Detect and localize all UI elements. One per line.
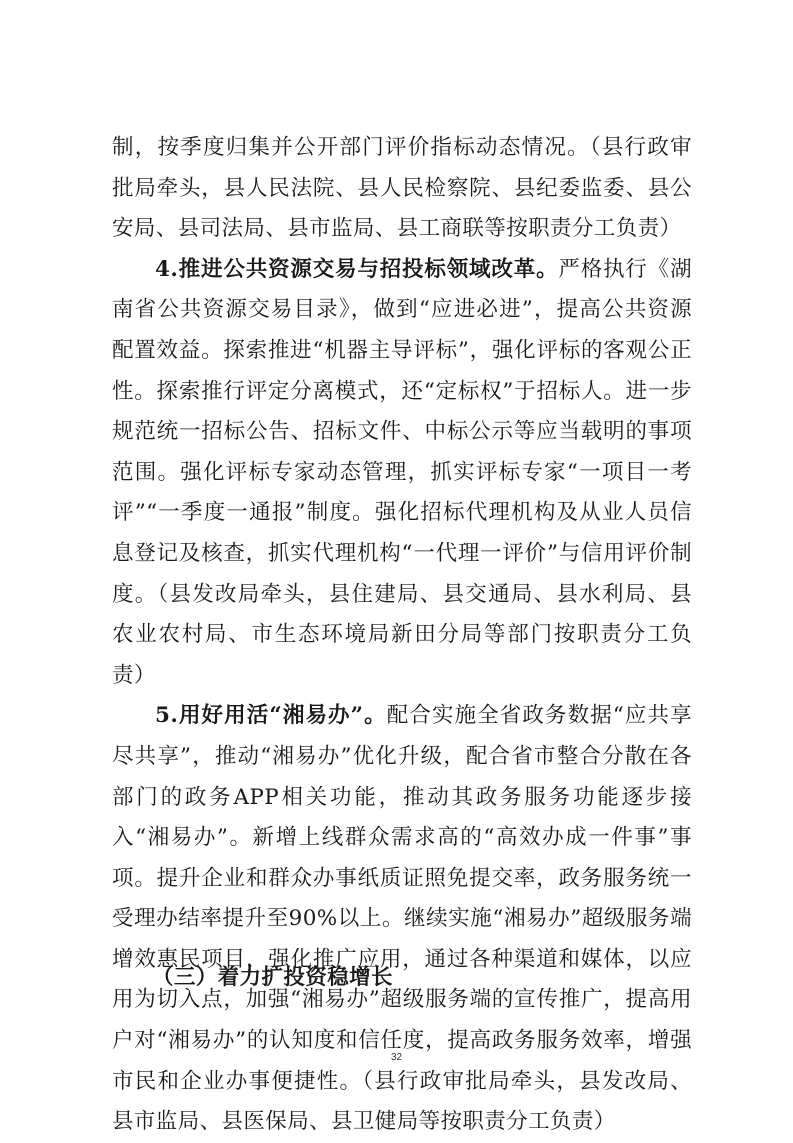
section-heading: （三）着力扩投资稳增长 [152, 965, 393, 990]
page-number: 32 [390, 1052, 403, 1063]
item-4-body: 严格执行《湖南省公共资源交易目录》，做到“应进必进”，提高公共资源配置效益。探索推进“机器主导评标”，强化评标的客观公正性。探索推行评定分离模式，还“定标权”于招标人。进一步规范统一招标公告、招标文件、中标公示等应当载明的事项范围。强化评标专家动态管理，抓实评标专家“一项目一考评”“一季度一通报”制度。强化招标代理机构及从业人员信息登记及核查，抓实代理机构“一代理一评价”与信用评价制度。（县发改局牵头，县住建局、县交通局、县水利局、县农业农村局、市生态环境局新田分局等部门按职责分工负责） [112, 256, 693, 688]
paragraph-item-5 [112, 696, 692, 1143]
item-5-heading: 5.用好用活“湘易办”。 [155, 703, 387, 729]
item-4-heading: 4.推进公共资源交易与招投标领域改革。 [155, 256, 559, 282]
item-5-body: 配合实施全省政务数据“应共享尽共享”，推动“湘易办”优化升级，配合省市整合分散在各部门的政务APP相关功能，推动其政务服务功能逐步接入“湘易办”。新增上线群众需求高的“高效办成一件事”事项。提升企业和群众办事纸质证照免提交率，政务服务统一受理办结率提升至90%以上。继续实施“湘易办”超级服务端增效惠民项目，强化推广应用，通过各种渠道和媒体，以应用为切入点，加强“湘易办”超级服务端的宣传推广，提高用户对“湘易办”的认知度和信任度，提高政务服务效率，增强市民和企业办事便捷性。（县行政审批局牵头，县发改局、县市监局、县医保局、县卫健局等按职责分工负责） [112, 703, 693, 1135]
paragraph-continuation: 制，按季度归集并公开部门评价指标动态情况。（县行政审批局牵头，县人民法院、县人民检察院、县纪委监委、县公安局、县司法局、县市监局、县工商联等按职责分工负责） [112, 135, 692, 242]
paragraph-item-4 [112, 250, 692, 697]
